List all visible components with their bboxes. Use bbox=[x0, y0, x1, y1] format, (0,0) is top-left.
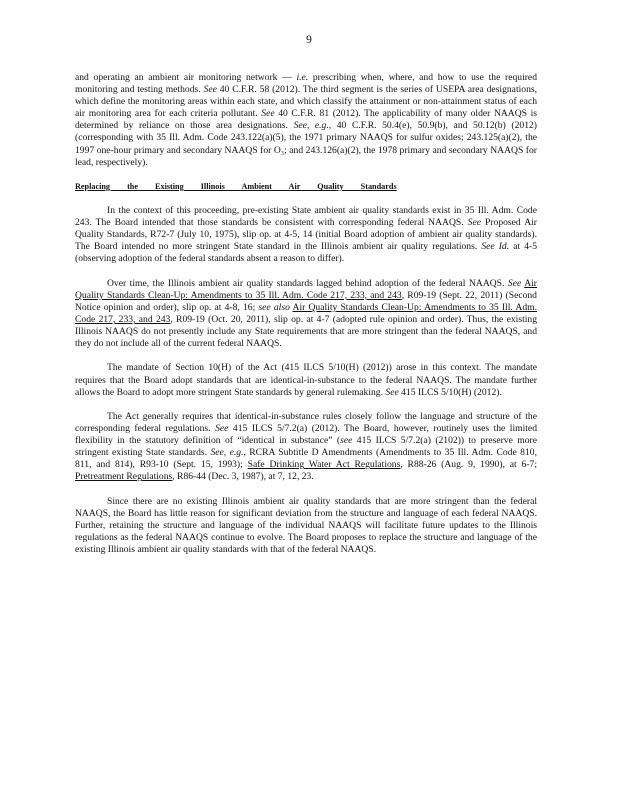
italic-citation-signal: See bbox=[507, 277, 522, 289]
text-run: In the context of this proceeding, pre-existing State ambient air quality standards exist in 35 Ill. Adm. Code 243. The Board intended that those standards be consistent with corresponding federal NAAQS. bbox=[75, 205, 537, 229]
text-run: , R86-44 (Dec. 3, 1987), at 7, 12, 23. bbox=[172, 471, 314, 483]
page-number: 9 bbox=[306, 34, 312, 46]
case-title: Air Quality Standards Clean-Up: Amendments to 35 Ill. Adm. Code 217, 233, and 243 bbox=[75, 301, 538, 325]
paragraph-proposal bbox=[75, 496, 537, 556]
text-run: Proposed Air Quality Standards, R72-7 (July 10, 1975), slip op. at 4-5, 14 (initial Board adoption of ambient air quality standards). The Board intended no more stringent State standard in the Illinois ambient air quality regulations. bbox=[75, 217, 537, 253]
text-run: 415 ILCS 5/7.2(a) (2012). The Board, however, routinely uses the limited flexibility in the statutory definition of “identical in substance” ( bbox=[75, 423, 537, 447]
paragraph-identical-in-substance bbox=[75, 411, 537, 484]
text-run: RCRA Subtitle D Amendments (Amendments to 35 Ill. Adm. Code 810, 811, and 814), R93-10 (Sept. 15, 1993); bbox=[75, 447, 537, 471]
text-run: 40 C.F.R. 50.4(e), 50.9(b), and 50.12(b) (2012) (corresponding with 35 Ill. Adm. Code 243.122(a)(5), the 1971 primary NAAQS for sulfur oxides; 243.125(a)(2), the 1997 one-hour primary and secondary NAAQS for O₃; and 243.126(a)(2), the 1978 primary and secondary NAAQS for lead, respectively). bbox=[75, 120, 537, 168]
paragraph-over-time bbox=[75, 278, 537, 351]
paragraph-context bbox=[75, 205, 537, 265]
text-run: The mandate of Section 10(H) of the Act (415 ILCS 5/10(H) (2012)) arose in this context. The mandate requires that the Board adopt standards that are identical-in-substance to the federal NAAQS. The mandate further allows the Board to adopt more stringent State standards by general rulemaking. bbox=[75, 362, 537, 398]
text-run: The Act generally requires that identical-in-substance rules closely follow the language and structure of the corresponding federal regulations. bbox=[75, 410, 537, 434]
text-run: prescribing when, where, and how to use the required monitoring and testing methods. bbox=[75, 72, 537, 96]
case-title: Air Quality Standards Clean-Up: Amendments to 35 Ill. Adm. Code 217, 233, and 243 bbox=[75, 277, 537, 301]
italic-citation-signal: See bbox=[215, 423, 229, 434]
text-run: 40 C.F.R. 58 (2012). The third segment is the series of USEPA area designations, which define the monitoring areas within each state, and which classify the attainment or non-attainment status of each air monitoring area for each criteria pollutant. bbox=[75, 84, 537, 120]
case-title: Safe Drinking Water Act Regulations bbox=[247, 459, 401, 471]
paragraph-intro-continuation bbox=[75, 72, 537, 169]
text-run: , R09-19 (Sept. 22, 2011) (Second Notice opinion and order), slip op. at 4-8, 16; bbox=[75, 289, 537, 313]
text-run: Over time, the Illinois ambient air quality standards lagged behind adoption of the federal NAAQS. bbox=[107, 277, 508, 289]
text-run: at 4-5 (observing adoption of the federal standards absent a reason to differ). bbox=[75, 241, 537, 265]
italic-citation-signal: i.e. bbox=[296, 72, 309, 83]
italic-citation-signal: See bbox=[385, 386, 399, 398]
text-run: Since there are no existing Illinois ambient air quality standards that are more stringent than the federal NAAQS, the Board has little reason for significant deviation from the structure and language of each federal NAAQS. Further, retaining the structure and language of the individual NAAQS will facilitate future updates to the Illinois regulations as the federal NAAQS continue to evolve. The Board proposes to replace the structure and language of the existing Illinois ambient air quality standards with that of the federal NAAQS. bbox=[75, 495, 537, 556]
italic-citation-signal: See Id. bbox=[481, 241, 510, 253]
section-heading bbox=[75, 181, 537, 193]
text-run: 415 ILCS 5/7.2(a) (2102)) to preserve more stringent existing State standards. bbox=[75, 435, 537, 459]
italic-citation-signal: See bbox=[261, 108, 275, 120]
italic-citation-signal: see also bbox=[258, 301, 290, 313]
text-run: , R88-26 (Aug. 9, 1990), at 6-7; bbox=[400, 459, 537, 471]
text-run: and operating an ambient air monitoring network — bbox=[75, 72, 297, 83]
italic-citation-signal: See bbox=[203, 84, 217, 96]
italic-citation-signal: See, e.g., bbox=[210, 447, 246, 459]
italic-citation-signal: See, e.g., bbox=[293, 120, 332, 132]
text-run: 40 C.F.R. 81 (2012). The applicability of many older NAAQS is determined by reliance on those area designations. bbox=[75, 108, 537, 132]
document-body bbox=[75, 72, 537, 568]
paragraph-mandate bbox=[75, 362, 537, 398]
italic-citation-signal: see bbox=[340, 435, 353, 447]
text-run: Replacing the Existing Illinois Ambient Air Quality Standards bbox=[75, 181, 397, 191]
italic-citation-signal: See bbox=[467, 217, 481, 229]
text-run: 415 ILCS 5/10(H) (2012). bbox=[398, 386, 502, 398]
text-run: , R09-19 (Oct. 20, 2011), slip op. at 4-7 (adopted rule opinion and order). Thus, the existing Illinois NAAQS do not presently include any State requirements that are more stringent than the federal NAAQS, and they do not include all of the current federal NAAQS. bbox=[75, 313, 537, 350]
case-title: Pretreatment Regulations bbox=[75, 471, 173, 483]
